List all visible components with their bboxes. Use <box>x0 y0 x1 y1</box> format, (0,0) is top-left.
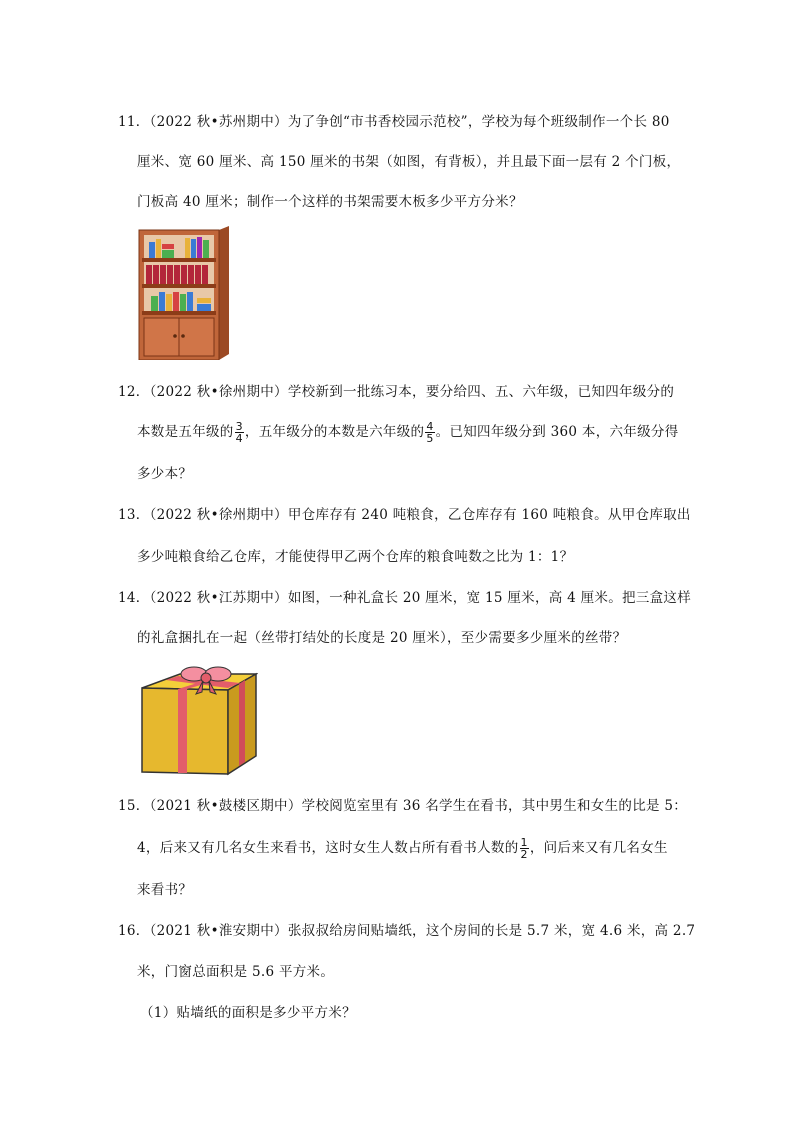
problem-13-line-2: 多少吨粮食给乙仓库，才能使得甲乙两个仓库的粮食吨数之比为 1：1？ <box>137 549 574 565</box>
problem-12-text-c: 。已知四年级分到 360 本，六年级分得 <box>435 424 679 440</box>
problem-14-line-2: 的礼盒捆扎在一起（丝带打结处的长度是 20 厘米），至少需要多少厘米的丝带？ <box>137 630 627 646</box>
problem-12-line-1: 12．（2022 秋•徐州期中）学校新到一批练习本，要分给四、五、六年级，已知四年级分的 <box>118 384 675 400</box>
fraction-one-half: $\frac{1}{2}$ <box>520 836 528 861</box>
problem-16-subquestion-1: （1）贴墙纸的面积是多少平方米？ <box>140 1005 356 1021</box>
fraction-four-fifths: $\frac{4}{5}$ <box>426 420 434 445</box>
problem-11-line-1: 11．（2022 秋•苏州期中）为了争创“市书香校园示范校”，学校为每个班级制作一个长 80 <box>118 114 670 130</box>
fraction-three-quarters: $\frac{3}{4}$ <box>235 420 243 445</box>
problem-15-line-1: 15．（2021 秋•鼓楼区期中）学校阅览室里有 36 名学生在看书，其中男生和女生的比是 5： <box>118 798 688 814</box>
problem-15-line-3: 来看书？ <box>137 882 193 898</box>
problem-15-line-2 <box>137 836 668 860</box>
problem-15-text-b: ，问后来又有几名女生 <box>529 840 668 856</box>
problem-16-line-1: 16．（2021 秋•淮安期中）张叔叔给房间贴墙纸，这个房间的长是 5.7 米，宽 4.6 米，高 2.7 <box>118 923 696 939</box>
problem-15-text-a: 4，后来又有几名女生来看书，这时女生人数占所有看书人数的 <box>137 840 519 856</box>
problem-12-line-3: 多少本？ <box>137 466 193 482</box>
problem-12-text-a: 本数是五年级的 <box>137 424 234 440</box>
problem-14-line-1: 14．（2022 秋•江苏期中）如图，一种礼盒长 20 厘米，宽 15 厘米，高 4 厘米。把三盒这样 <box>118 590 692 606</box>
problem-16-line-2: 米，门窗总面积是 5.6 平方米。 <box>137 964 335 980</box>
gift-box-illustration <box>140 664 258 776</box>
problem-11-line-2: 厘米、宽 60 厘米、高 150 厘米的书架（如图，有背板），并且最下面一层有 2 个门板， <box>137 154 681 170</box>
problem-12-line-2 <box>137 420 679 444</box>
problem-13-line-1: 13．（2022 秋•徐州期中）甲仓库存有 240 吨粮食，乙仓库存有 160 吨粮食。从甲仓库取出 <box>118 507 691 523</box>
bookshelf-illustration <box>137 226 229 360</box>
problem-11-line-3: 门板高 40 厘米；制作一个这样的书架需要木板多少平方分米？ <box>137 194 523 210</box>
problem-12-text-b: ，五年级分的本数是六年级的 <box>244 424 425 440</box>
